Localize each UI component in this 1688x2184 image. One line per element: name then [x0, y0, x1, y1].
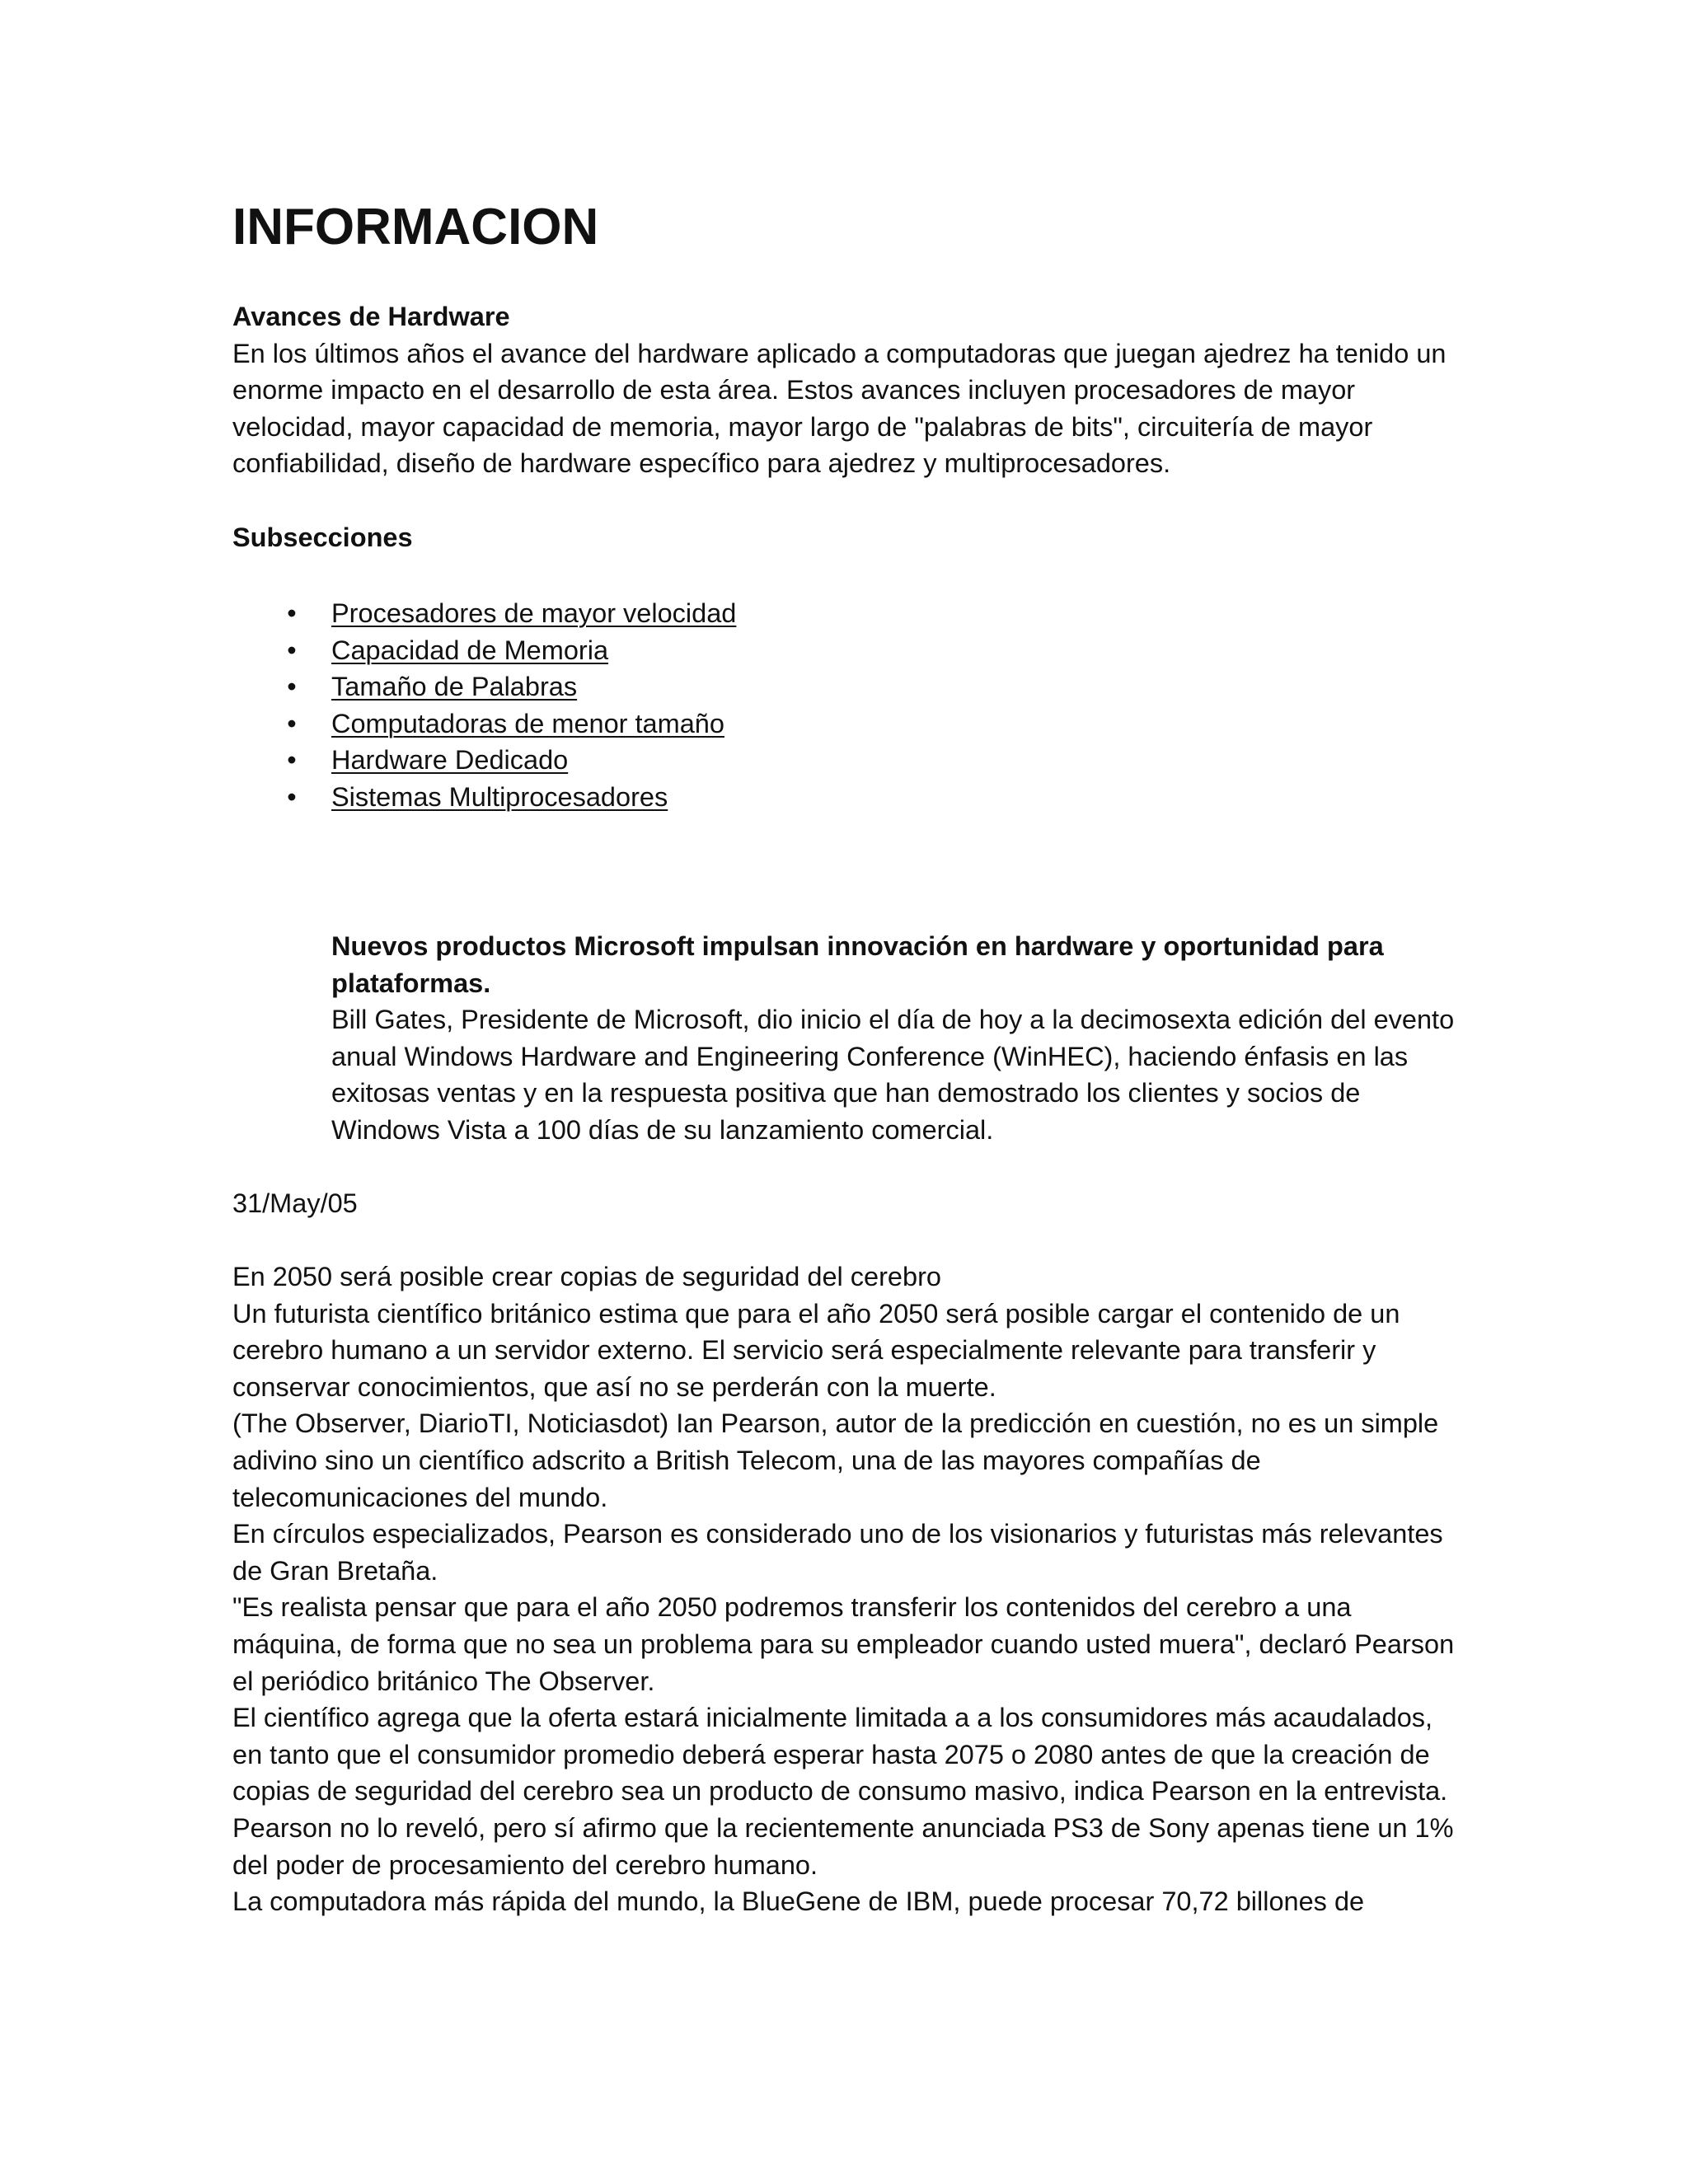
article-paragraph: El científico agrega que la oferta estará inicialmente limitada a a los consumidores más acaudalados, en tanto que el consumidor promedio deberá esperar hasta 2075 o 2080 antes de que la creación de copias de seguridad del cerebro sea un producto de consumo masivo, indica Pearson en la entrevista. — [232, 1703, 1448, 1807]
news-title: Nuevos productos Microsoft impulsan innovación en hardware y oportunidad para plataformas. — [331, 931, 1384, 998]
list-item — [232, 668, 736, 705]
link-hardware-dedicado[interactable]: Hardware Dedicado — [331, 745, 569, 776]
link-procesadores[interactable]: Procesadores de mayor velocidad — [331, 598, 737, 628]
bullet-icon: • — [287, 745, 297, 776]
news-paragraph: Bill Gates, Presidente de Microsoft, dio inicio el día de hoy a la decimosexta edición del evento anual Windows Hardware and Engineering Conference (WinHEC), haciendo énfasis en las exitosas ventas y en la respuesta positiva que han demostrado los clientes y socios de Windows Vista a 100 días de su lanzamiento comercial. — [331, 1005, 1455, 1145]
article-paragraph: Un futurista científico británico estima que para el año 2050 será posible cargar el contenido de un cerebro humano a un servidor externo. El servicio será especialmente relevante para transferir y conservar conocimientos, que así no se perderán con la muerte. — [232, 1298, 1400, 1402]
bullet-icon: • — [287, 708, 297, 738]
article-section — [232, 1258, 1461, 1920]
list-item — [232, 595, 736, 632]
bullet-icon: • — [287, 598, 297, 628]
list-item — [232, 705, 736, 743]
link-computadoras[interactable]: Computadoras de menor tamaño — [331, 708, 724, 738]
article-paragraph: Pearson no lo reveló, pero sí afirmo que la recientemente anunciada PS3 de Sony apenas tiene un 1% del poder de procesamiento del cerebro humano. — [232, 1812, 1454, 1880]
article-paragraph: "Es realista pensar que para el año 2050 podremos transferir los contenidos del cerebro a una máquina, de forma que no sea un problema para su empleador cuando usted muera", declaró Pearson el periódico británico The Observer. — [232, 1592, 1455, 1696]
link-palabras[interactable]: Tamaño de Palabras — [331, 672, 578, 702]
hardware-section — [232, 298, 1461, 482]
subsections-list — [232, 595, 736, 816]
bullet-icon: • — [287, 781, 297, 812]
article-headline: En 2050 será posible crear copias de seguridad del cerebro — [232, 1262, 941, 1291]
article-paragraph: La computadora más rápida del mundo, la BlueGene de IBM, puede procesar 70,72 billones de — [232, 1886, 1365, 1917]
list-item — [232, 632, 736, 669]
hardware-paragraph: En los últimos años el avance del hardware aplicado a computadoras que juegan ajedrez ha tenido un enorme impacto en el desarrollo de esta área. Estos avances incluyen procesadores de mayor velocidad, mayor capacidad de memoria, mayor largo de "palabras de bits", circuitería de mayor confiabilidad, diseño de hardware específico para ajedrez y multiprocesadores. — [232, 338, 1447, 479]
article-paragraph: (The Observer, DiarioTI, Noticiasdot) Ian Pearson, autor de la predicción en cuestión, no es un simple adivino sino un científico adscrito a British Telecom, una de las mayores compañías de telecomunicaciones del mundo. — [232, 1408, 1439, 1512]
bullet-icon: • — [287, 635, 297, 665]
article-date: 31/May/05 — [232, 1188, 358, 1218]
date-section — [232, 1185, 1461, 1222]
hardware-heading: Avances de Hardware — [232, 302, 510, 331]
article-paragraph: En círculos especializados, Pearson es considerado uno de los visionarios y futuristas más relevantes de Gran Bretaña. — [232, 1519, 1443, 1586]
news-section — [331, 928, 1461, 1149]
link-multiprocesadores[interactable]: Sistemas Multiprocesadores — [331, 781, 668, 812]
list-item — [232, 742, 736, 779]
page-title: INFORMACION — [232, 199, 599, 255]
subsections-section — [232, 519, 1461, 556]
subsections-heading: Subsecciones — [232, 523, 413, 552]
bullet-icon: • — [287, 672, 297, 702]
list-item — [232, 779, 736, 816]
link-memoria[interactable]: Capacidad de Memoria — [331, 635, 609, 665]
